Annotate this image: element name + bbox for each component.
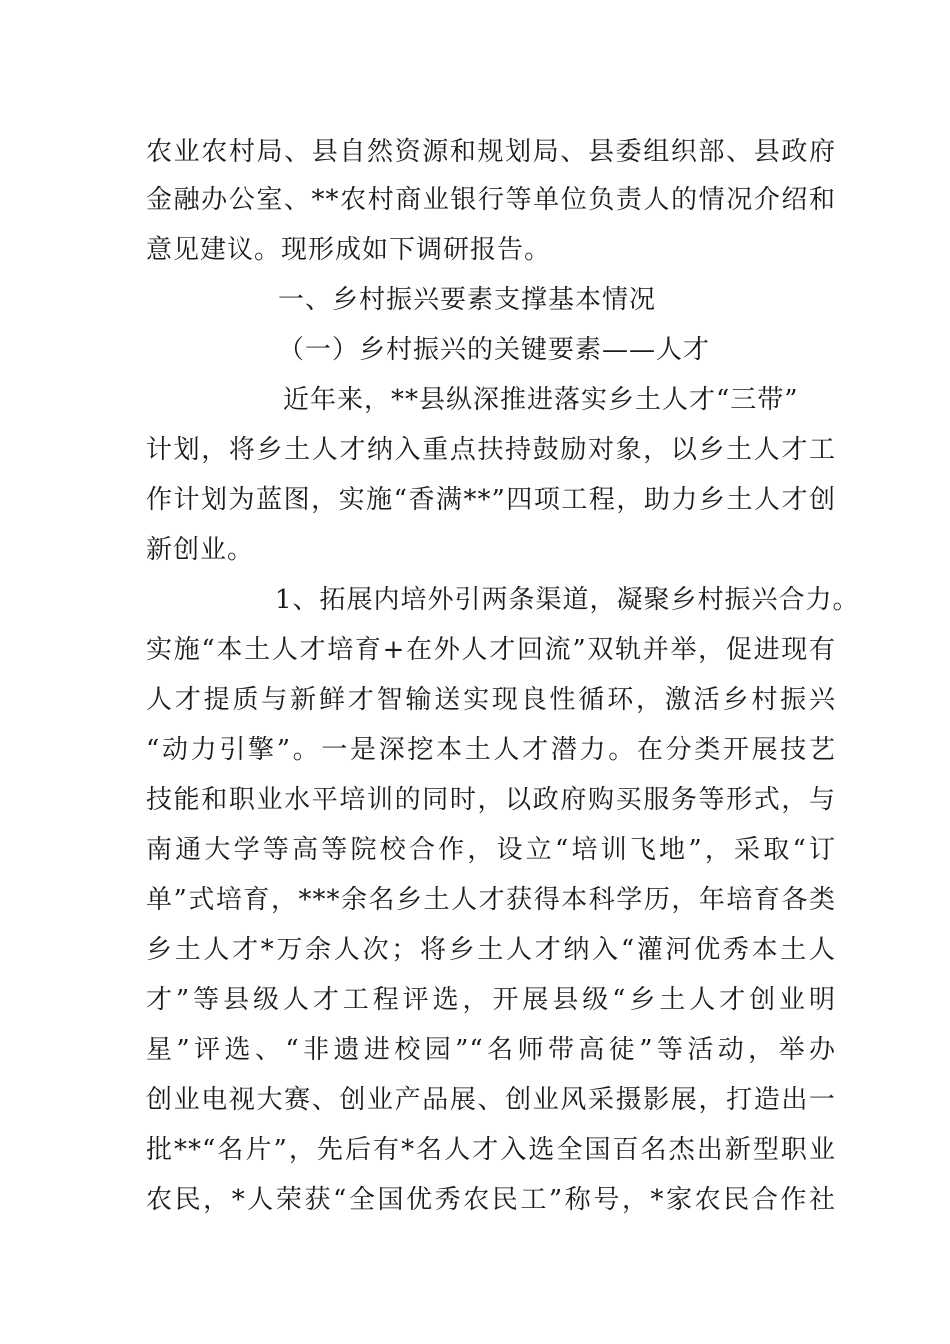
- text-line-8: 作计划为蓝图，实施“香满**”四项工程，助力乡土人才创: [146, 485, 836, 515]
- text-line-16: 单”式培育，***余名乡土人才获得本科学历，年培育各类: [146, 885, 836, 915]
- section-heading: 一、乡村振兴要素支撑基本情况: [278, 285, 657, 315]
- text-line-21: 批**“名片”，先后有*名人才入选全国百名杰出新型职业: [146, 1135, 836, 1165]
- text-line-9: 新创业。: [146, 535, 255, 565]
- text-line-20: 创业电视大赛、创业产品展、创业风采摄影展，打造出一: [146, 1085, 836, 1115]
- text-line-12: 人才提质与新鲜才智输送实现良性循环，激活乡村振兴: [146, 685, 836, 715]
- text-line-15: 南通大学等高等院校合作，设立“培训飞地”，采取“订: [146, 835, 836, 865]
- text-line-18: 才”等县级人才工程评选，开展县级“乡土人才创业明: [146, 985, 836, 1015]
- subsection-heading: （一）乡村振兴的关键要素——人才: [278, 335, 711, 365]
- text-line-1: 农业农村局、县自然资源和规划局、县委组织部、县政府: [146, 137, 836, 167]
- text-line-13: “动力引擎”。一是深挖本土人才潜力。在分类开展技艺: [146, 735, 836, 765]
- text-line-22: 农民，*人荣获“全国优秀农民工”称号，*家农民合作社: [146, 1185, 836, 1215]
- text-line-2: 金融办公室、**农村商业银行等单位负责人的情况介绍和: [146, 185, 836, 215]
- point-heading: 1、拓展内培外引两条渠道，凝聚乡村振兴合力。: [275, 585, 860, 615]
- paragraph-first-line: 近年来，**县纵深推进落实乡土人才“三带”: [283, 385, 799, 415]
- text-line-3: 意见建议。现形成如下调研报告。: [146, 235, 552, 265]
- text-line-19: 星”评选、“非遗进校园”“名师带高徒”等活动，举办: [146, 1035, 836, 1065]
- text-line-7: 计划，将乡土人才纳入重点扶持鼓励对象，以乡土人才工: [146, 435, 836, 465]
- text-line-11: 实施“本土人才培育+在外人才回流”双轨并举，促进现有: [146, 635, 836, 665]
- text-line-14: 技能和职业水平培训的同时，以政府购买服务等形式，与: [146, 785, 836, 815]
- text-line-17: 乡土人才*万余人次；将乡土人才纳入“灌河优秀本土人: [146, 935, 836, 965]
